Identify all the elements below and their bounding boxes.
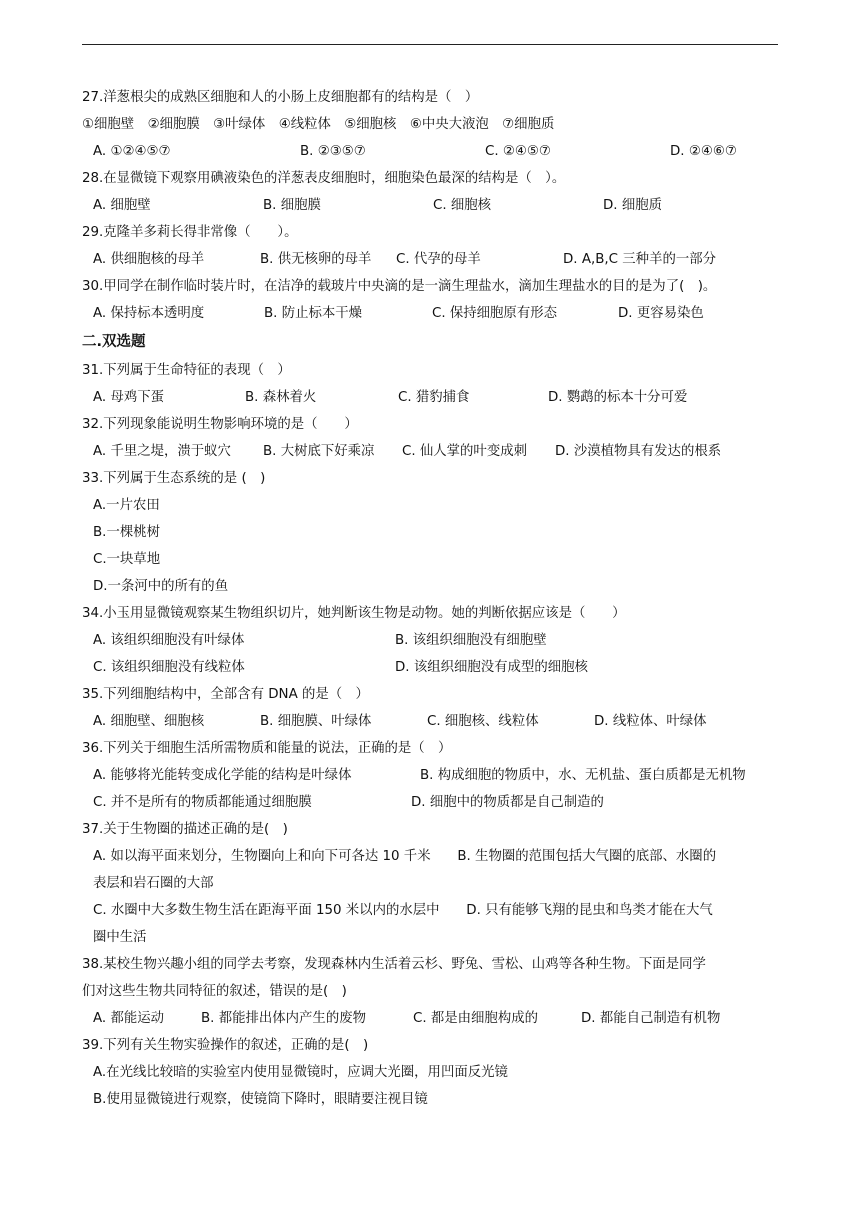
option-d: D. 鹦鹉的标本十分可爱 <box>548 390 688 405</box>
option-a: A. 细胞壁、细胞核 <box>93 714 205 729</box>
option-b: B. ②③⑤⑦ <box>300 144 366 159</box>
option-b: B. 森林着火 <box>245 390 317 405</box>
option-b: B. 都能排出体内产生的废物 <box>201 1011 366 1026</box>
exam-page <box>82 84 782 1113</box>
option-d: D. ②④⑥⑦ <box>670 144 737 159</box>
question-34-options-ab <box>82 627 782 654</box>
option-a: A. 母鸡下蛋 <box>93 390 164 405</box>
question-33-stem: 33.下列属于生态系统的是 ( ) <box>82 471 266 486</box>
option-a: A. 该组织细胞没有叶绿体 <box>93 633 245 648</box>
question-36-options-cd <box>82 789 782 816</box>
option-a: A. 都能运动 <box>93 1011 164 1026</box>
question-37-options-line-3: C. 水圈中大多数生物生活在距海平面 150 米以内的水层中 D. 只有能够飞翔的昆虫和鸟类才能在大气 <box>93 903 713 918</box>
option-c: C. 该组织细胞没有线粒体 <box>93 660 245 675</box>
option-d: D. 线粒体、叶绿体 <box>594 714 707 729</box>
option-d: D. A,B,C 三种羊的一部分 <box>563 252 717 267</box>
question-28-stem: 28.在显微镜下观察用碘液染色的洋葱表皮细胞时，细胞染色最深的结构是（ ）。 <box>82 171 566 186</box>
question-31-stem: 31.下列属于生命特征的表现（ ） <box>82 363 291 378</box>
question-37-options-line-2: 表层和岩石圈的大部 <box>93 876 214 891</box>
option-c: C. 猎豹捕食 <box>398 390 470 405</box>
question-35-stem: 35.下列细胞结构中，全部含有 DNA 的是（ ） <box>82 687 369 702</box>
option-a: A. 保持标本透明度 <box>93 306 205 321</box>
option-d: D. 沙漠植物具有发达的根系 <box>555 444 722 459</box>
question-28-options <box>82 192 782 219</box>
question-38-stem-line-2: 们对这些生物共同特征的叙述，错误的是( ) <box>82 984 347 999</box>
option-a: A. 能够将光能转变成化学能的结构是叶绿体 <box>93 768 352 783</box>
option-a: A. ①②④⑤⑦ <box>93 144 171 159</box>
option-a: A. 细胞壁 <box>93 198 151 213</box>
question-32-options <box>82 438 782 465</box>
option-a: A. 千里之堤，溃于蚁穴 <box>93 444 231 459</box>
question-34-stem: 34.小玉用显微镜观察某生物组织切片，她判断该生物是动物。她的判断依据应该是（ ） <box>82 606 626 621</box>
question-37-options-line-1: A. 如以海平面来划分，生物圈向上和向下可各达 10 千米 B. 生物圈的范围包括大气圈的底部、水圈的 <box>93 849 717 864</box>
question-33-option-b: B.一棵桃树 <box>93 525 161 540</box>
question-27-stem: 27.洋葱根尖的成熟区细胞和人的小肠上皮细胞都有的结构是（ ） <box>82 90 479 105</box>
question-30-stem: 30.甲同学在制作临时装片时，在洁净的载玻片中央滴的是一滴生理盐水，滴加生理盐水的目的是为了( )。 <box>82 279 717 294</box>
question-38-stem-line-1: 38.某校生物兴趣小组的同学去考察，发现森林内生活着云杉、野兔、雪松、山鸡等各种生物。下面是同学 <box>82 957 706 972</box>
question-37-stem: 37.关于生物圈的描述正确的是( ) <box>82 822 288 837</box>
option-b: B. 细胞膜 <box>263 198 321 213</box>
section-heading-double-choice: 二.双选题 <box>82 334 146 350</box>
option-b: B. 细胞膜、叶绿体 <box>260 714 372 729</box>
question-33-option-d: D.一条河中的所有的鱼 <box>93 579 229 594</box>
option-b: B. 该组织细胞没有细胞壁 <box>395 633 547 648</box>
question-39-option-b: B.使用显微镜进行观察，使镜筒下降时，眼睛要注视目镜 <box>93 1092 428 1107</box>
option-c: C. 仙人掌的叶变成刺 <box>402 444 527 459</box>
option-c: C. 细胞核、线粒体 <box>427 714 539 729</box>
question-32-stem: 32.下列现象能说明生物影响环境的是（ ） <box>82 417 358 432</box>
question-27-items: ①细胞壁 ②细胞膜 ③叶绿体 ④线粒体 ⑤细胞核 ⑥中央大液泡 ⑦细胞质 <box>82 117 555 132</box>
question-31-options <box>82 384 782 411</box>
option-d: D. 细胞中的物质都是自己制造的 <box>411 795 604 810</box>
question-29-options <box>82 246 782 273</box>
option-d: D. 更容易染色 <box>618 306 704 321</box>
header-rule <box>82 44 778 45</box>
option-d: D. 该组织细胞没有成型的细胞核 <box>395 660 588 675</box>
question-39-option-a: A.在光线比较暗的实验室内使用显微镜时，应调大光圈，用凹面反光镜 <box>93 1065 508 1080</box>
option-b: B. 构成细胞的物质中，水、无机盐、蛋白质都是无机物 <box>420 768 746 783</box>
option-b: B. 供无核卵的母羊 <box>260 252 372 267</box>
option-c: C. ②④⑤⑦ <box>485 144 551 159</box>
option-a: A. 供细胞核的母羊 <box>93 252 205 267</box>
question-37-options-line-4: 圈中生活 <box>93 930 147 945</box>
option-c: C. 都是由细胞构成的 <box>413 1011 538 1026</box>
question-38-options <box>82 1005 782 1032</box>
option-d: D. 都能自己制造有机物 <box>581 1011 721 1026</box>
question-39-stem: 39.下列有关生物实验操作的叙述，正确的是( ) <box>82 1038 369 1053</box>
option-c: C. 细胞核 <box>433 198 492 213</box>
option-c: C. 代孕的母羊 <box>396 252 481 267</box>
option-c: C. 并不是所有的物质都能通过细胞膜 <box>93 795 312 810</box>
question-34-options-cd <box>82 654 782 681</box>
question-29-stem: 29.克隆羊多莉长得非常像（ ）。 <box>82 225 298 240</box>
option-b: B. 大树底下好乘凉 <box>263 444 375 459</box>
option-c: C. 保持细胞原有形态 <box>432 306 557 321</box>
question-36-options-ab <box>82 762 782 789</box>
question-33-option-c: C.一块草地 <box>93 552 161 567</box>
question-35-options <box>82 708 782 735</box>
question-30-options <box>82 300 782 327</box>
option-b: B. 防止标本干燥 <box>264 306 363 321</box>
option-d: D. 细胞质 <box>603 198 662 213</box>
question-36-stem: 36.下列关于细胞生活所需物质和能量的说法，正确的是（ ） <box>82 741 452 756</box>
question-33-option-a: A.一片农田 <box>93 498 160 513</box>
question-27-options <box>82 138 782 165</box>
